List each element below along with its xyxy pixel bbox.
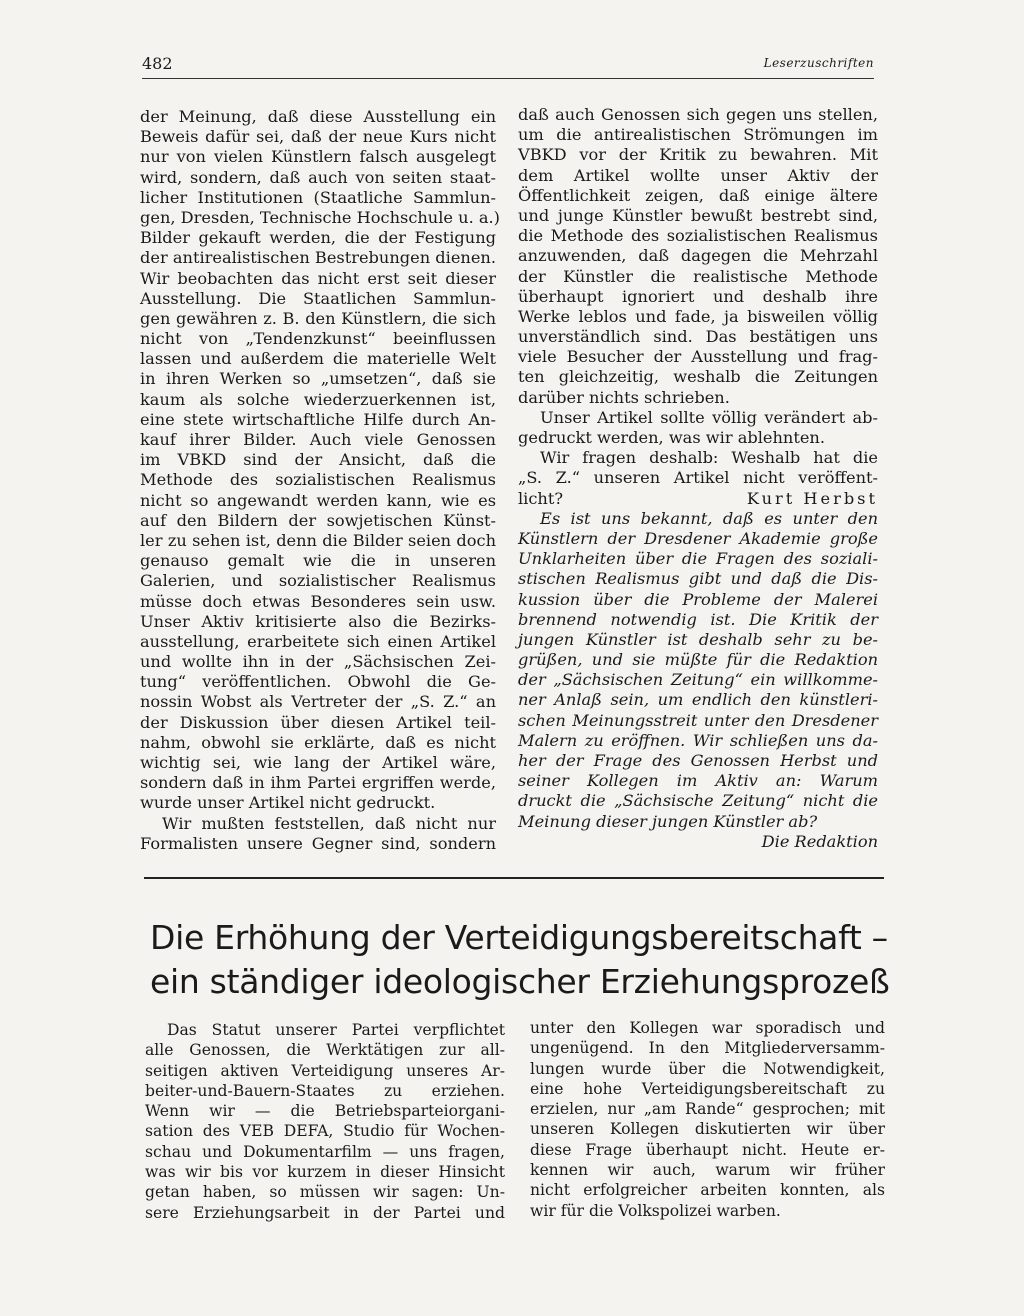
text-line: der antirealistischen Bestrebungen dienen. <box>140 248 496 268</box>
text-line: grüßen, und sie müßte für die Redaktion <box>518 650 878 670</box>
editorial-signature: Die Redaktion <box>761 831 878 851</box>
text-line: darüber nichts schrieben. <box>518 387 730 407</box>
closing-row <box>518 489 878 509</box>
text-line: in ihren Werken so „umsetzen“, daß sie <box>140 369 496 389</box>
text-line: ungenügend. In den Mitgliederversamm- <box>530 1039 885 1058</box>
text-line: wichtig sei, wie lang der Artikel wäre, <box>140 753 496 772</box>
text-line: Werke leblos und fade, ja bisweilen völlig <box>518 306 878 326</box>
text-line: brennend notwendig ist. Die Kritik der <box>518 609 878 629</box>
text-line: gen gewähren z. B. den Künstlern, die sich <box>140 308 496 328</box>
text-line: eine stete wirtschaftliche Hilfe durch An- <box>140 409 496 429</box>
page-number: 482 <box>142 54 173 73</box>
text-line: lassen und außerdem die materielle Welt <box>140 349 496 369</box>
section-divider <box>144 877 884 879</box>
text-line: lungen wurde über die Notwendigkeit, <box>530 1059 885 1078</box>
text-line: wir für die Volkspolizei warben. <box>530 1201 781 1220</box>
text-line: seitigen aktiven Verteidigung unseres Ar- <box>145 1061 505 1080</box>
letter-column-2-body <box>518 105 878 489</box>
text-line: Methode des sozialistischen Realismus <box>140 470 496 490</box>
text-line: nur von vielen Künstlern falsch ausgelegt <box>140 147 496 167</box>
text-line: Öffentlichkeit zeigen, daß einige ältere <box>518 185 878 205</box>
text-line: nicht so angewandt werden kann, wie es <box>140 490 496 510</box>
page-header <box>142 54 874 79</box>
text-line: gedruckt werden, was wir ablehnten. <box>518 428 825 447</box>
text-line: ler zu sehen ist, denn die Bilder seien doch <box>140 530 496 550</box>
text-line: sere Erziehungsarbeit in der Partei und <box>145 1203 505 1222</box>
text-line: druckt die „Sächsische Zeitung“ nicht die <box>518 791 878 811</box>
text-line: Unser Aktiv kritisierte also die Bezirks- <box>140 611 496 631</box>
text-line: Wenn wir — die Betriebsparteiorgani- <box>145 1102 505 1121</box>
text-line: Wir fragen deshalb: Weshalb hat die <box>540 448 878 468</box>
text-line: Bilder gekauft werden, die der Festigung <box>140 228 496 248</box>
text-line: beiter-und-Bauern-Staates zu erziehen. <box>145 1081 505 1100</box>
text-line: Beweis dafür sei, daß der neue Kurs nicht <box>140 127 496 147</box>
text-line: sation des VEB DEFA, Studio für Wochen- <box>145 1122 505 1141</box>
text-line: unseren Kollegen diskutierten wir über <box>530 1120 885 1139</box>
text-line: unter den Kollegen war sporadisch und <box>530 1019 885 1037</box>
text-line: um die antirealistischen Strömungen im <box>518 125 878 145</box>
text-line: Wir beobachten das nicht erst seit dieser <box>140 268 496 288</box>
text-line: schau und Dokumentarfilm — uns fragen, <box>145 1142 505 1161</box>
text-line: alle Genossen, die Werktätigen zur all- <box>145 1041 505 1060</box>
text-line: kennen wir auch, warum wir früher <box>530 1161 885 1180</box>
text-line: Galerien, und sozialistischer Realismus <box>140 571 496 591</box>
text-line: kaum als solche wiederzuerkennen ist, <box>140 389 496 409</box>
section-label: Leserzuschriften <box>763 56 874 70</box>
text-line: wird, sondern, daß auch von seiten staat- <box>140 167 496 187</box>
text-line: tung“ veröffentlichen. Obwohl die Ge- <box>140 672 496 692</box>
author-name: Kurt Herbst <box>746 488 878 508</box>
text-line: Unser Artikel sollte völlig verändert ab- <box>540 407 878 427</box>
text-line: nahm, obwohl sie erklärte, daß es nicht <box>140 732 496 752</box>
text-line: Das Statut unserer Partei verpflichtet <box>167 1021 505 1039</box>
text-line: genauso gemalt wie die in unseren <box>140 551 496 571</box>
text-line: seiner Kollegen im Aktiv an: Warum <box>518 771 878 791</box>
headline-line-2: ein ständiger ideologischer Erziehungsprozeß <box>150 962 890 1001</box>
text-line: Unklarheiten über die Fragen des soziali- <box>518 549 878 569</box>
text-line: gen, Dresden, Technische Hochschule u. a.) <box>140 207 500 227</box>
text-line: anzuwenden, daß dagegen die Mehrzahl <box>518 246 878 266</box>
text-line: im VBKD sind der Ansicht, daß die <box>140 450 496 470</box>
headline-line-1: Die Erhöhung der Verteidigungsbereitschaft – <box>150 918 888 957</box>
text-line: der Diskussion über diesen Artikel teil- <box>140 712 496 732</box>
text-line: licher Institutionen (Staatliche Sammlun- <box>140 187 496 207</box>
text-line: nicht erfolgreicher arbeiten konnten, als <box>530 1181 885 1200</box>
text-line: dem Artikel wollte unser Aktiv der <box>518 165 878 185</box>
text-line: müsse doch etwas Besonderes sein usw. <box>140 591 496 611</box>
letter-column-1 <box>140 107 500 854</box>
article-headline <box>150 916 890 1004</box>
text-line: schen Meinungsstreit unter den Dresdener <box>518 710 878 730</box>
article-column-2 <box>530 1018 885 1221</box>
closing-line: licht? <box>518 488 564 508</box>
text-line: her der Frage des Genossen Herbst und <box>518 751 878 770</box>
text-line: daß auch Genossen sich gegen uns stellen, <box>518 105 878 124</box>
text-line: Malern zu eröffnen. Wir schließen uns da- <box>518 730 878 750</box>
text-line: VBKD vor der Kritik zu bewahren. Mit <box>518 145 878 165</box>
text-line: eine hohe Verteidigungsbereitschaft zu <box>530 1079 885 1098</box>
text-line: ner Anlaß sein, um endlich den künstleri- <box>518 690 878 710</box>
text-line: viele Besucher der Ausstellung und frag- <box>518 347 878 367</box>
text-line: was wir bis vor kurzem in dieser Hinsicht <box>145 1163 505 1182</box>
text-line: Formalisten unsere Gegner sind, sondern <box>140 833 496 853</box>
text-line: der Meinung, daß diese Ausstellung ein <box>140 107 496 126</box>
text-line: nossin Wobst als Vertreter der „S. Z.“ an <box>140 692 496 712</box>
text-line: diese Frage überhaupt nicht. Heute er- <box>530 1140 885 1159</box>
text-line: kauf ihrer Bilder. Auch viele Genossen <box>140 430 496 449</box>
text-line: ausstellung, erarbeitete sich einen Artikel <box>140 631 496 651</box>
text-line: überhaupt ignoriert und deshalb ihre <box>518 286 878 306</box>
text-line: stischen Realismus gibt und daß die Dis- <box>518 569 878 589</box>
text-line: kussion über die Probleme der Malerei <box>518 589 878 609</box>
letter-column-2 <box>518 105 878 852</box>
text-line: die Methode des sozialistischen Realismus <box>518 226 878 246</box>
text-line: sondern daß in ihm Partei ergriffen werde, <box>140 773 496 793</box>
text-line: Ausstellung. Die Staatlichen Sammlun- <box>140 288 496 308</box>
article-column-1 <box>145 1020 505 1223</box>
text-line: und wollte ihn in der „Sächsischen Zei- <box>140 652 496 672</box>
text-line: Wir mußten feststellen, daß nicht nur <box>162 813 496 833</box>
text-line: erzielen, nur „am Rande“ gesprochen; mit <box>530 1100 885 1119</box>
editorial-reply <box>518 509 878 832</box>
text-line: unverständlich sind. Das bestätigen uns <box>518 327 878 347</box>
text-line: der Künstler die realistische Methode <box>518 266 878 286</box>
text-line: „S. Z.“ unseren Artikel nicht veröffent- <box>518 468 878 488</box>
text-line: wurde unser Artikel nicht gedruckt. <box>140 793 436 813</box>
text-line: der „Sächsischen Zeitung“ ein willkomme- <box>518 670 878 690</box>
text-line: Künstlern der Dresdener Akademie große <box>518 528 878 548</box>
text-line: ten gleichzeitig, weshalb die Zeitungen <box>518 367 878 387</box>
text-line: Es ist uns bekannt, daß es unter den <box>540 508 878 528</box>
text-line: und junge Künstler bewußt bestrebt sind, <box>518 205 878 225</box>
text-line: Meinung dieser jungen Künstler ab? <box>518 811 818 831</box>
text-line: auf den Bildern der sowjetischen Künst- <box>140 510 496 530</box>
text-line: jungen Künstler ist deshalb sehr zu be- <box>518 629 878 649</box>
text-line: nicht von „Tendenzkunst“ beeinflussen <box>140 329 496 349</box>
text-line: getan haben, so müssen wir sagen: Un- <box>145 1183 505 1202</box>
